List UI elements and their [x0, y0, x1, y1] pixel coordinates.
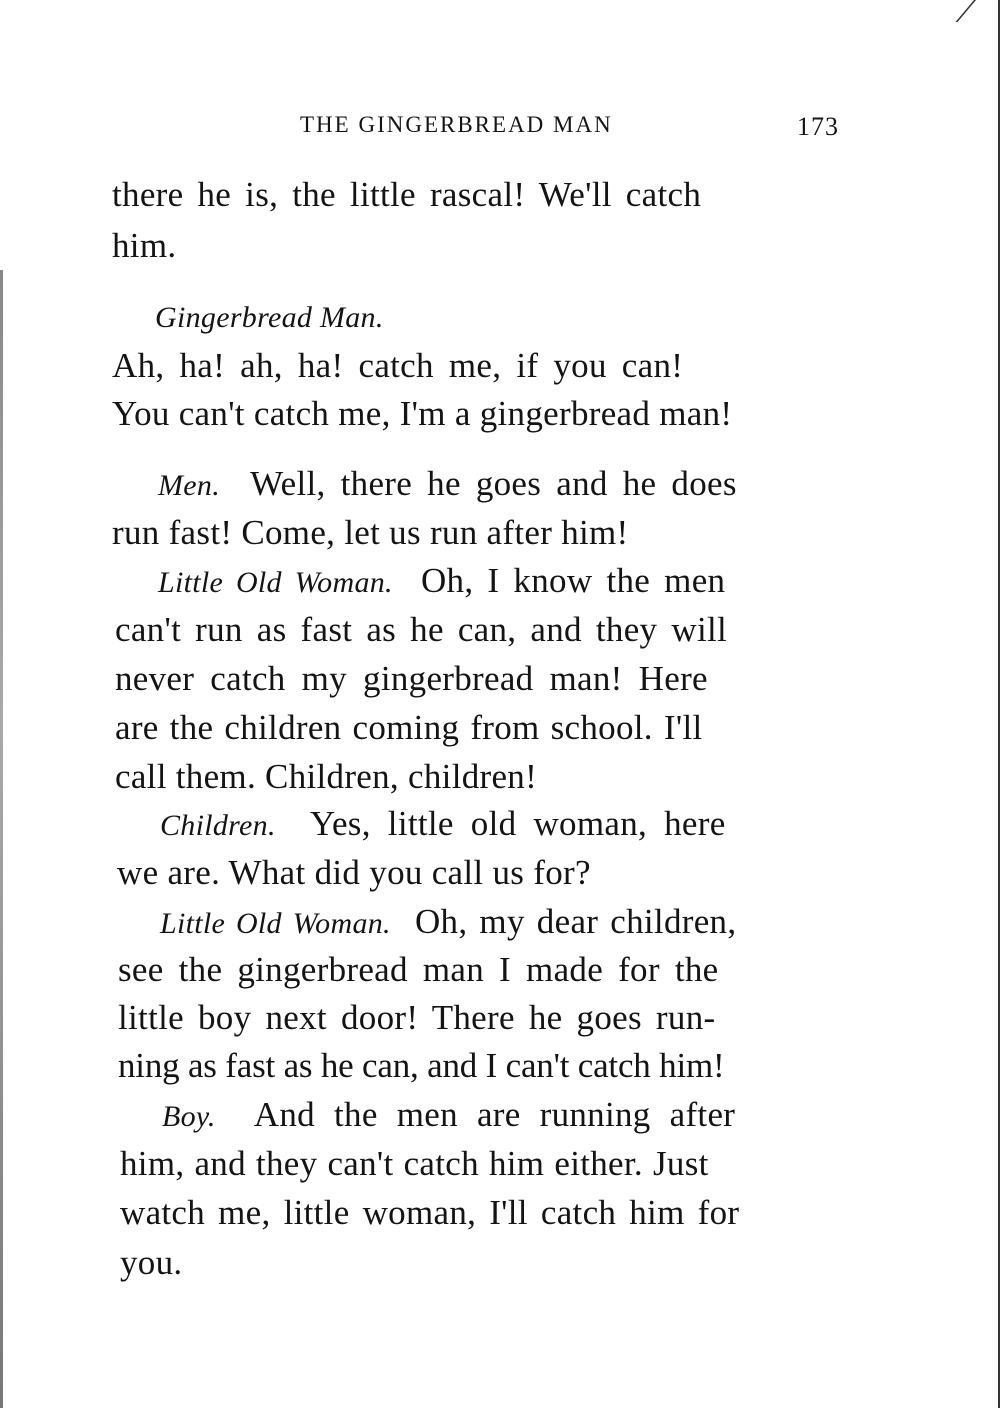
running-title: THE GINGERBREAD MAN [300, 112, 613, 137]
text-line: can't run as fast as he can, and they will [115, 610, 728, 649]
text-line: him, and they can't catch him either. Just [120, 1144, 709, 1183]
speaker-name: Children. [160, 809, 276, 842]
scan-edge-left [0, 270, 3, 1408]
text-line: You can't catch me, I'm a gingerbread man! [112, 394, 733, 433]
text-line: little boy next door! There he goes run- [118, 998, 716, 1037]
speech [158, 561, 725, 603]
text-line: never catch my gingerbread man! Here [115, 659, 708, 698]
speech-text: Oh, my dear children, [414, 902, 737, 941]
speaker-name: Gingerbread Man. [155, 301, 384, 334]
speaker-name: Boy. [162, 1100, 216, 1133]
speech-text: And the men are running after [253, 1095, 736, 1134]
text-line: there he is, the little rascal! We'll catch [112, 175, 702, 214]
speaker-name: Men. [158, 469, 221, 502]
scan-corner-mark [956, 0, 998, 22]
text-line: run fast! Come, let us run after him! [112, 513, 629, 552]
speech-text: Oh, I know the men [420, 561, 726, 600]
speaker-name: Little Old Woman. [160, 907, 391, 940]
text-line: him. [112, 226, 177, 265]
speech-text: Well, there he goes and he does [250, 464, 737, 503]
page-number: 173 [797, 112, 839, 141]
text-line: see the gingerbread man I made for the [118, 950, 719, 989]
speech [158, 464, 737, 506]
speech [162, 1095, 735, 1137]
speech [160, 804, 726, 846]
text-line: are the children coming from school. I'll [115, 708, 703, 747]
text-line: ning as fast as he can, and I can't catch him! [118, 1046, 725, 1085]
text-line: call them. Children, children! [115, 757, 538, 796]
text-line: Ah, ha! ah, ha! catch me, if you can! [112, 346, 684, 385]
speaker-name: Little Old Woman. [158, 566, 393, 599]
text-line: we are. What did you call us for? [117, 853, 591, 892]
text-line: watch me, little woman, I'll catch him for [120, 1193, 740, 1232]
speech-text: Yes, little old woman, here [309, 804, 726, 843]
speech [160, 902, 736, 944]
text-line: you. [120, 1243, 183, 1282]
